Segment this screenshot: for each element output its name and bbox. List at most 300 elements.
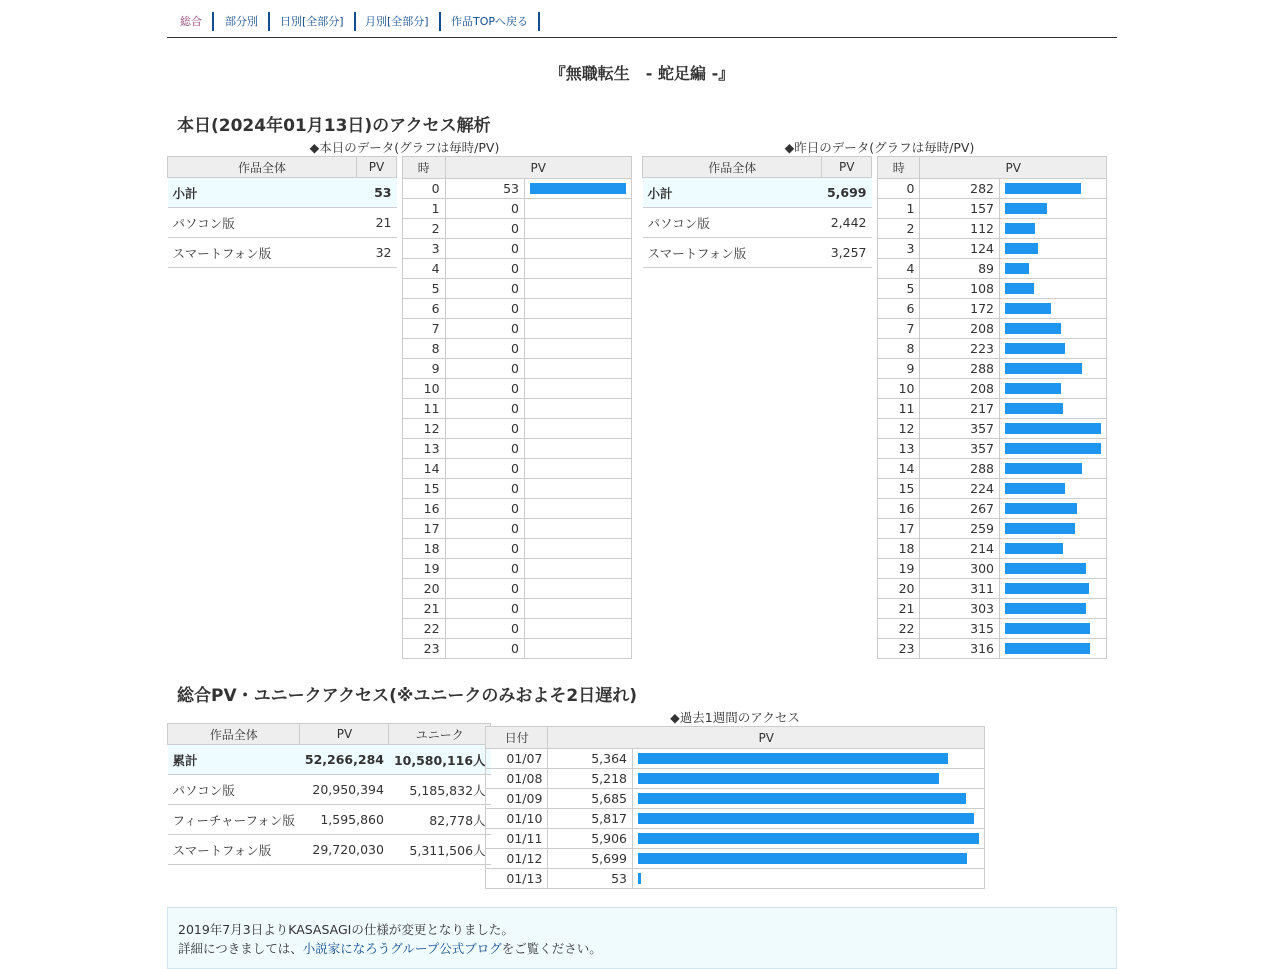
col-header-work: 作品全体	[168, 157, 357, 178]
row-pv: 5,218	[548, 769, 633, 789]
today-summary-table	[167, 156, 397, 268]
row-pv: 300	[920, 559, 1000, 579]
table-row	[878, 199, 1107, 219]
spec-change-notice	[167, 907, 1117, 969]
table-row	[878, 519, 1107, 539]
table-row	[878, 599, 1107, 619]
row-bar-cell	[1000, 579, 1107, 599]
row-key: 2	[403, 219, 446, 239]
row-bar-cell	[1000, 619, 1107, 639]
table-row	[878, 479, 1107, 499]
row-key: 13	[403, 439, 446, 459]
row-pv: 21	[357, 208, 397, 238]
row-key: 4	[878, 259, 920, 279]
col-header-pv: PV	[920, 157, 1107, 179]
row-pv: 0	[445, 499, 524, 519]
row-pv: 311	[920, 579, 1000, 599]
row-key: 10	[878, 379, 920, 399]
table-row	[403, 479, 632, 499]
row-key: 5	[403, 279, 446, 299]
row-bar-cell	[525, 419, 632, 439]
row-key: 16	[403, 499, 446, 519]
row-pv: 5,364	[548, 749, 633, 769]
row-key: 14	[403, 459, 446, 479]
table-row	[878, 339, 1107, 359]
table-row	[878, 179, 1107, 199]
table-row	[403, 559, 632, 579]
row-bar-cell	[1000, 639, 1107, 659]
row-label: 小計	[643, 178, 822, 208]
table-row	[403, 379, 632, 399]
row-bar-cell	[633, 849, 985, 869]
today-heading: 本日(2024年01月13日)のアクセス解析	[177, 116, 491, 136]
row-key: 21	[403, 599, 446, 619]
work-title: 『無職転生 - 蛇足編 -』	[549, 64, 735, 83]
row-pv: 357	[920, 439, 1000, 459]
table-row	[486, 869, 985, 889]
row-bar-cell	[1000, 419, 1107, 439]
row-pv: 172	[920, 299, 1000, 319]
table-row	[403, 499, 632, 519]
row-pv: 0	[445, 639, 524, 659]
notice-text-pre: 詳細につきましては、	[178, 941, 303, 956]
row-key: 01/07	[486, 749, 548, 769]
row-key: 20	[403, 579, 446, 599]
row-pv: 0	[445, 599, 524, 619]
row-key: 01/09	[486, 789, 548, 809]
table-row	[403, 399, 632, 419]
row-bar-cell	[1000, 479, 1107, 499]
row-key: 11	[878, 399, 920, 419]
row-bar-cell	[525, 439, 632, 459]
table-row	[878, 499, 1107, 519]
row-pv: 288	[920, 459, 1000, 479]
col-header-unique: ユニーク	[389, 724, 491, 745]
row-pv: 0	[445, 439, 524, 459]
row-bar-cell	[1000, 359, 1107, 379]
table-row	[403, 639, 632, 659]
pv-bar	[1005, 283, 1034, 294]
row-label: パソコン版	[643, 208, 822, 238]
table-row	[643, 208, 872, 238]
table-row	[878, 379, 1107, 399]
row-key: 8	[878, 339, 920, 359]
pv-bar	[1005, 363, 1082, 374]
notice-line-1: 2019年7月3日よりKASASAGIの仕様が変更となりました。	[178, 922, 514, 937]
row-bar-cell	[525, 619, 632, 639]
page-wrapper	[167, 0, 1117, 956]
row-pv: 0	[445, 359, 524, 379]
row-key: 01/10	[486, 809, 548, 829]
table-row	[168, 208, 397, 238]
row-key: 0	[878, 179, 920, 199]
row-unique: 5,185,832人	[389, 775, 491, 805]
row-pv: 223	[920, 339, 1000, 359]
row-pv: 0	[445, 559, 524, 579]
row-pv: 89	[920, 259, 1000, 279]
row-pv: 288	[920, 359, 1000, 379]
row-bar-cell	[525, 539, 632, 559]
row-pv: 357	[920, 419, 1000, 439]
table-row	[486, 789, 985, 809]
row-bar-cell	[525, 199, 632, 219]
row-pv: 0	[445, 399, 524, 419]
row-key: 5	[878, 279, 920, 299]
table-row	[878, 639, 1107, 659]
pv-bar	[1005, 523, 1075, 534]
row-bar-cell	[525, 259, 632, 279]
table-row	[403, 359, 632, 379]
row-bar-cell	[1000, 499, 1107, 519]
row-label: 累計	[168, 745, 300, 775]
today-hourly-table	[402, 156, 632, 659]
row-pv: 5,817	[548, 809, 633, 829]
table-row	[878, 419, 1107, 439]
pv-bar	[1005, 323, 1061, 334]
row-pv: 0	[445, 419, 524, 439]
row-pv: 0	[445, 339, 524, 359]
pv-bar	[1005, 483, 1065, 494]
row-pv: 316	[920, 639, 1000, 659]
pv-bar	[1005, 463, 1082, 474]
row-pv: 3,257	[822, 238, 872, 268]
pv-bar	[638, 873, 641, 884]
row-bar-cell	[1000, 339, 1107, 359]
col-header-work: 作品全体	[168, 724, 300, 745]
pv-bar	[638, 793, 966, 804]
row-pv: 53	[445, 179, 524, 199]
row-key: 8	[403, 339, 446, 359]
row-bar-cell	[1000, 239, 1107, 259]
row-pv: 267	[920, 499, 1000, 519]
row-pv: 217	[920, 399, 1000, 419]
row-key: 0	[403, 179, 446, 199]
row-bar-cell	[525, 319, 632, 339]
table-row	[403, 299, 632, 319]
row-key: 22	[878, 619, 920, 639]
row-bar-cell	[1000, 279, 1107, 299]
row-unique: 5,311,506人	[389, 835, 491, 865]
row-pv: 53	[357, 178, 397, 208]
table-row	[403, 619, 632, 639]
row-pv: 0	[445, 379, 524, 399]
table-row	[878, 239, 1107, 259]
row-pv: 0	[445, 299, 524, 319]
table-row	[168, 805, 491, 835]
nav-back-to-work-top[interactable]: 作品TOPへ戻る	[451, 12, 540, 31]
row-pv: 0	[445, 579, 524, 599]
row-label: スマートフォン版	[168, 238, 357, 268]
row-pv: 0	[445, 459, 524, 479]
row-pv: 315	[920, 619, 1000, 639]
total-heading: 総合PV・ユニークアクセス(※ユニークのみおよそ2日遅れ)	[177, 686, 637, 706]
row-pv: 208	[920, 379, 1000, 399]
row-key: 12	[403, 419, 446, 439]
table-row	[403, 179, 632, 199]
row-key: 20	[878, 579, 920, 599]
table-row	[878, 319, 1107, 339]
table-row	[403, 339, 632, 359]
pv-bar	[638, 853, 967, 864]
row-bar-cell	[525, 499, 632, 519]
row-key: 9	[403, 359, 446, 379]
table-row	[878, 559, 1107, 579]
row-bar-cell	[525, 459, 632, 479]
row-key: 01/12	[486, 849, 548, 869]
row-bar-cell	[633, 749, 985, 769]
row-bar-cell	[525, 579, 632, 599]
row-key: 1	[878, 199, 920, 219]
row-bar-cell	[1000, 259, 1107, 279]
table-row	[403, 319, 632, 339]
table-row	[643, 178, 872, 208]
row-bar-cell	[525, 379, 632, 399]
row-key: 3	[403, 239, 446, 259]
row-bar-cell	[1000, 459, 1107, 479]
col-header-pv: PV	[445, 157, 631, 179]
row-pv: 0	[445, 219, 524, 239]
week-caption: ◆過去1週間のアクセス	[670, 710, 800, 725]
row-key: 13	[878, 439, 920, 459]
row-pv: 224	[920, 479, 1000, 499]
row-bar-cell	[525, 479, 632, 499]
pv-bar	[638, 753, 948, 764]
row-pv: 108	[920, 279, 1000, 299]
table-row	[486, 809, 985, 829]
pv-bar	[1005, 303, 1051, 314]
official-blog-link[interactable]: 小説家になろうグループ公式ブログ	[302, 941, 502, 956]
table-row	[403, 259, 632, 279]
row-key: 17	[403, 519, 446, 539]
yesterday-hourly-table	[877, 156, 1107, 659]
col-header-pv: PV	[300, 724, 389, 745]
pv-bar	[1005, 203, 1047, 214]
pv-bar	[1005, 543, 1063, 554]
pv-bar	[1005, 183, 1081, 194]
row-bar-cell	[633, 869, 985, 889]
row-bar-cell	[525, 399, 632, 419]
row-bar-cell	[525, 219, 632, 239]
row-pv: 32	[357, 238, 397, 268]
row-unique: 82,778人	[389, 805, 491, 835]
table-row	[403, 459, 632, 479]
row-pv: 303	[920, 599, 1000, 619]
row-bar-cell	[1000, 299, 1107, 319]
row-bar-cell	[633, 809, 985, 829]
table-row	[878, 359, 1107, 379]
row-bar-cell	[633, 829, 985, 849]
table-row	[168, 178, 397, 208]
table-row	[878, 299, 1107, 319]
row-pv: 5,699	[822, 178, 872, 208]
row-key: 7	[878, 319, 920, 339]
col-header-hour: 時	[403, 157, 446, 179]
table-row	[878, 619, 1107, 639]
row-key: 01/11	[486, 829, 548, 849]
row-key: 19	[878, 559, 920, 579]
row-pv: 53	[548, 869, 633, 889]
row-label: スマートフォン版	[168, 835, 300, 865]
row-bar-cell	[525, 239, 632, 259]
pv-bar	[1005, 563, 1086, 574]
nav-monthly-all[interactable]: 月別[全部分]	[365, 12, 441, 31]
row-pv: 0	[445, 539, 524, 559]
table-row	[403, 599, 632, 619]
row-pv: 0	[445, 519, 524, 539]
table-row	[878, 259, 1107, 279]
row-pv: 0	[445, 319, 524, 339]
yesterday-caption: ◆昨日のデータ(グラフは毎時/PV)	[784, 140, 975, 155]
col-header-pv: PV	[822, 157, 872, 178]
pv-bar	[1005, 383, 1061, 394]
table-row	[878, 579, 1107, 599]
table-row	[878, 279, 1107, 299]
row-pv: 1,595,860	[300, 805, 389, 835]
table-row	[878, 459, 1107, 479]
row-key: 15	[403, 479, 446, 499]
row-label: パソコン版	[168, 775, 300, 805]
col-header-work: 作品全体	[643, 157, 822, 178]
row-key: 18	[878, 539, 920, 559]
pv-bar	[1005, 263, 1029, 274]
row-pv: 0	[445, 279, 524, 299]
row-key: 17	[878, 519, 920, 539]
row-bar-cell	[1000, 379, 1107, 399]
table-row	[403, 519, 632, 539]
table-row	[403, 439, 632, 459]
table-row	[486, 769, 985, 789]
row-pv: 208	[920, 319, 1000, 339]
row-unique: 10,580,116人	[389, 745, 491, 775]
row-key: 01/13	[486, 869, 548, 889]
notice-line-2	[178, 939, 602, 957]
pv-bar	[530, 183, 626, 194]
row-key: 23	[878, 639, 920, 659]
row-key: 2	[878, 219, 920, 239]
row-bar-cell	[1000, 179, 1107, 199]
row-bar-cell	[633, 769, 985, 789]
row-bar-cell	[1000, 559, 1107, 579]
row-pv: 5,685	[548, 789, 633, 809]
row-key: 21	[878, 599, 920, 619]
pv-bar	[1005, 423, 1101, 434]
row-pv: 282	[920, 179, 1000, 199]
row-pv: 157	[920, 199, 1000, 219]
pv-bar	[638, 813, 974, 824]
table-row	[403, 239, 632, 259]
col-header-pv: PV	[548, 727, 985, 749]
row-key: 22	[403, 619, 446, 639]
table-row	[878, 439, 1107, 459]
row-key: 10	[403, 379, 446, 399]
pv-bar	[638, 773, 939, 784]
pv-bar	[1005, 343, 1065, 354]
row-bar-cell	[525, 299, 632, 319]
row-pv: 5,699	[548, 849, 633, 869]
table-row	[168, 745, 491, 775]
total-summary-table	[167, 723, 491, 865]
row-key: 18	[403, 539, 446, 559]
nav-by-part[interactable]: 部分別	[225, 12, 270, 31]
table-row	[403, 279, 632, 299]
row-bar-cell	[1000, 439, 1107, 459]
table-row	[403, 539, 632, 559]
row-key: 19	[403, 559, 446, 579]
table-row	[403, 199, 632, 219]
row-key: 12	[878, 419, 920, 439]
row-pv: 124	[920, 239, 1000, 259]
col-header-pv: PV	[357, 157, 397, 178]
table-row	[486, 749, 985, 769]
table-row	[486, 829, 985, 849]
pv-bar	[1005, 643, 1090, 654]
row-label: 小計	[168, 178, 357, 208]
row-bar-cell	[633, 789, 985, 809]
pv-bar	[1005, 443, 1101, 454]
row-key: 23	[403, 639, 446, 659]
table-row	[168, 835, 491, 865]
row-pv: 5,906	[548, 829, 633, 849]
row-bar-cell	[525, 279, 632, 299]
row-key: 7	[403, 319, 446, 339]
row-pv: 259	[920, 519, 1000, 539]
table-row	[403, 579, 632, 599]
pv-bar	[1005, 623, 1090, 634]
row-pv: 0	[445, 479, 524, 499]
col-header-hour: 時	[878, 157, 920, 179]
notice-text-post: をご覧ください。	[501, 941, 602, 956]
table-row	[878, 539, 1107, 559]
row-pv: 214	[920, 539, 1000, 559]
row-key: 11	[403, 399, 446, 419]
row-bar-cell	[1000, 319, 1107, 339]
nav-daily-all[interactable]: 日別[全部分]	[280, 12, 356, 31]
row-pv: 0	[445, 619, 524, 639]
row-key: 9	[878, 359, 920, 379]
pv-bar	[1005, 243, 1038, 254]
table-row	[403, 419, 632, 439]
row-pv: 112	[920, 219, 1000, 239]
nav-overall[interactable]: 総合	[180, 12, 214, 31]
row-bar-cell	[1000, 599, 1107, 619]
row-bar-cell	[525, 179, 632, 199]
row-pv: 0	[445, 239, 524, 259]
table-row	[486, 849, 985, 869]
row-pv: 52,266,284	[300, 745, 389, 775]
pv-bar	[1005, 583, 1089, 594]
pv-bar	[1005, 403, 1063, 414]
pv-bar	[1005, 503, 1077, 514]
row-bar-cell	[525, 359, 632, 379]
week-table	[485, 726, 985, 889]
row-bar-cell	[525, 639, 632, 659]
top-nav	[167, 10, 1117, 38]
row-pv: 29,720,030	[300, 835, 389, 865]
row-label: フィーチャーフォン版	[168, 805, 300, 835]
row-label: スマートフォン版	[643, 238, 822, 268]
row-bar-cell	[1000, 399, 1107, 419]
row-pv: 2,442	[822, 208, 872, 238]
table-row	[403, 219, 632, 239]
row-bar-cell	[1000, 539, 1107, 559]
row-key: 3	[878, 239, 920, 259]
row-pv: 20,950,394	[300, 775, 389, 805]
table-row	[168, 775, 491, 805]
row-bar-cell	[525, 519, 632, 539]
today-caption: ◆本日のデータ(グラフは毎時/PV)	[309, 140, 500, 155]
pv-bar	[638, 833, 979, 844]
pv-bar	[1005, 223, 1035, 234]
